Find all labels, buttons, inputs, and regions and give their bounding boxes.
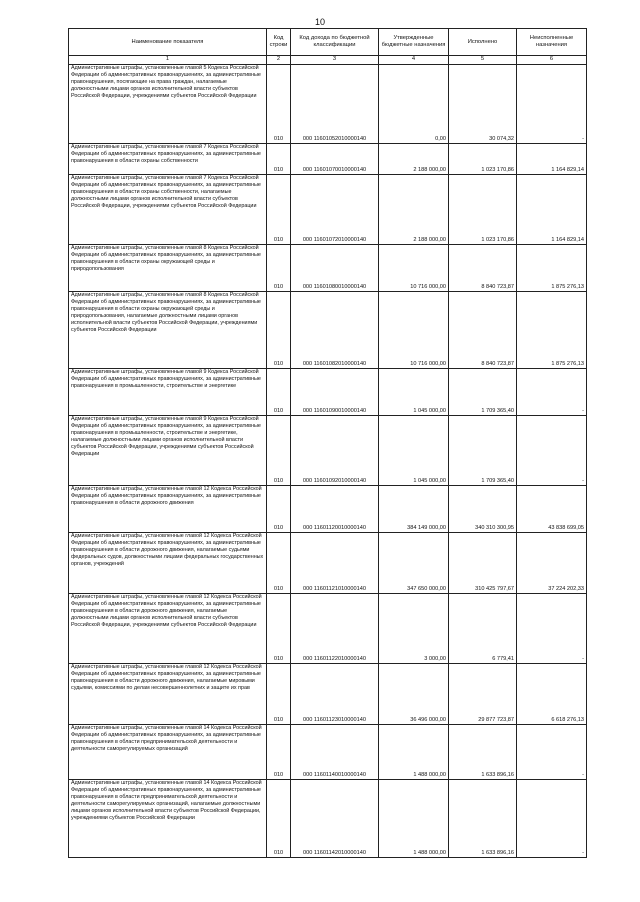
table-row xyxy=(69,416,587,486)
header-budget-classification-code: Код дохода по бюджетной классификации xyxy=(291,29,379,56)
line-code-cell: 010 xyxy=(267,369,291,416)
indicator-name-cell: Административные штрафы, установленные главой 12 Кодекса Российской Федерации об административных правонарушениях, за административные правонарушения в области дорожного движения, налагаемые судьями федеральных судов, должностными лицами федеральных государственных органов, учреждений xyxy=(69,533,267,594)
budget-classification-code-cell: 000 11601120010000140 xyxy=(291,486,379,533)
header-indicator-name: Наименование показателя xyxy=(69,29,267,56)
executed-amount-cell: 1 023 170,86 xyxy=(449,144,517,175)
line-code-cell: 010 xyxy=(267,486,291,533)
unexecuted-amount-cell: 1 164 829,14 xyxy=(517,175,587,245)
indicator-name-cell: Административные штрафы, установленные главой 8 Кодекса Российской Федерации об административных правонарушениях, за административные правонарушения в области охраны окружающей среды и природопользования xyxy=(69,245,267,292)
budget-classification-code-cell: 000 11601090010000140 xyxy=(291,369,379,416)
executed-amount-cell: 8 840 723,87 xyxy=(449,245,517,292)
executed-amount-cell: 29 877 723,87 xyxy=(449,664,517,725)
table-row xyxy=(69,664,587,725)
budget-classification-code-cell: 000 11601080010000140 xyxy=(291,245,379,292)
executed-amount-cell: 340 310 300,95 xyxy=(449,486,517,533)
header-approved-appropriations: Утвержденные бюджетные назначения xyxy=(379,29,449,56)
line-code-cell: 010 xyxy=(267,245,291,292)
budget-classification-code-cell: 000 11601092010000140 xyxy=(291,416,379,486)
unexecuted-amount-cell: 1 875 276,13 xyxy=(517,245,587,292)
column-number: 5 xyxy=(449,56,517,65)
line-code-cell: 010 xyxy=(267,292,291,369)
unexecuted-amount-cell: 1 875 276,13 xyxy=(517,292,587,369)
table-row xyxy=(69,65,587,144)
executed-amount-cell: 310 425 797,67 xyxy=(449,533,517,594)
indicator-name-cell: Административные штрафы, установленные главой 7 Кодекса Российской Федерации об административных правонарушениях, за административные правонарушения в области охраны собственности, налагаемые должностными лицами органов исполнительной власти субъектов Российской Федерации, учреждениями субъектов Российской Федерации xyxy=(69,175,267,245)
approved-amount-cell: 1 488 000,00 xyxy=(379,725,449,780)
executed-amount-cell: 1 023 170,86 xyxy=(449,175,517,245)
column-number: 2 xyxy=(267,56,291,65)
executed-amount-cell: 1 633 896,16 xyxy=(449,725,517,780)
table-header-row xyxy=(69,29,587,56)
indicator-name-cell: Административные штрафы, установленные главой 12 Кодекса Российской Федерации об административных правонарушениях, за административные правонарушения в области дорожного движения xyxy=(69,486,267,533)
line-code-cell: 010 xyxy=(267,416,291,486)
approved-amount-cell: 2 188 000,00 xyxy=(379,175,449,245)
indicator-name-cell: Административные штрафы, установленные главой 14 Кодекса Российской Федерации об административных правонарушениях, за административные правонарушения в области предпринимательской деятельности и деятельности саморегулируемых организаций xyxy=(69,725,267,780)
table-row xyxy=(69,533,587,594)
line-code-cell: 010 xyxy=(267,780,291,858)
column-number: 4 xyxy=(379,56,449,65)
table-row xyxy=(69,144,587,175)
executed-amount-cell: 1 633 896,16 xyxy=(449,780,517,858)
table-row xyxy=(69,245,587,292)
table-row xyxy=(69,175,587,245)
unexecuted-amount-cell: - xyxy=(517,416,587,486)
line-code-cell: 010 xyxy=(267,664,291,725)
line-code-cell: 010 xyxy=(267,725,291,780)
indicator-name-cell: Административные штрафы, установленные главой 12 Кодекса Российской Федерации об административных правонарушениях, за административные правонарушения в области дорожного движения, налагаемые мировыми судьями, комиссиями по делам несовершеннолетних и защите их прав xyxy=(69,664,267,725)
column-number: 3 xyxy=(291,56,379,65)
unexecuted-amount-cell: - xyxy=(517,780,587,858)
executed-amount-cell: 8 840 723,87 xyxy=(449,292,517,369)
table-row xyxy=(69,369,587,416)
executed-amount-cell: 1 709 365,40 xyxy=(449,369,517,416)
approved-amount-cell: 347 650 000,00 xyxy=(379,533,449,594)
line-code-cell: 010 xyxy=(267,533,291,594)
column-number-row xyxy=(69,56,587,65)
budget-classification-code-cell: 000 11601122010000140 xyxy=(291,594,379,664)
budget-classification-code-cell: 000 11601121010000140 xyxy=(291,533,379,594)
budget-classification-code-cell: 000 11601052010000140 xyxy=(291,65,379,144)
unexecuted-amount-cell: 6 618 276,13 xyxy=(517,664,587,725)
column-number: 6 xyxy=(517,56,587,65)
executed-amount-cell: 1 709 365,40 xyxy=(449,416,517,486)
indicator-name-cell: Административные штрафы, установленные главой 8 Кодекса Российской Федерации об административных правонарушениях, за административные правонарушения в области охраны окружающей среды и природопользования, налагаемые должностными лицами органов исполнительной власти субъектов Российской Федерации, учреждениями субъектов Российской Федерации xyxy=(69,292,267,369)
table-row xyxy=(69,292,587,369)
budget-report-table xyxy=(68,28,587,858)
unexecuted-amount-cell: - xyxy=(517,65,587,144)
indicator-name-cell: Административные штрафы, установленные главой 14 Кодекса Российской Федерации об административных правонарушениях, за административные правонарушения в области предпринимательской деятельности и деятельности саморегулируемых организаций, налагаемые должностными лицами органов исполнительной власти субъектов Российской Федерации, учреждениями субъектов Российской Федерации xyxy=(69,780,267,858)
table-row xyxy=(69,780,587,858)
budget-classification-code-cell: 000 11601072010000140 xyxy=(291,175,379,245)
table-row xyxy=(69,725,587,780)
line-code-cell: 010 xyxy=(267,175,291,245)
budget-classification-code-cell: 000 11601123010000140 xyxy=(291,664,379,725)
column-number: 1 xyxy=(69,56,267,65)
approved-amount-cell: 10 716 000,00 xyxy=(379,292,449,369)
unexecuted-amount-cell: - xyxy=(517,594,587,664)
approved-amount-cell: 384 149 000,00 xyxy=(379,486,449,533)
indicator-name-cell: Административные штрафы, установленные главой 7 Кодекса Российской Федерации об административных правонарушениях, за административные правонарушения в области охраны собственности xyxy=(69,144,267,175)
indicator-name-cell: Административные штрафы, установленные главой 5 Кодекса Российской Федерации об административных правонарушениях, за административные правонарушения, посягающие на права граждан, налагаемые должностными лицами органов исполнительной власти субъектов Российской Федерации, учреждениями субъектов Российской Федерации xyxy=(69,65,267,144)
approved-amount-cell: 36 496 000,00 xyxy=(379,664,449,725)
unexecuted-amount-cell: 43 838 699,05 xyxy=(517,486,587,533)
approved-amount-cell: 1 045 000,00 xyxy=(379,416,449,486)
unexecuted-amount-cell: - xyxy=(517,369,587,416)
executed-amount-cell: 30 074,32 xyxy=(449,65,517,144)
header-line-code: Код строки xyxy=(267,29,291,56)
approved-amount-cell: 10 716 000,00 xyxy=(379,245,449,292)
indicator-name-cell: Административные штрафы, установленные главой 12 Кодекса Российской Федерации об административных правонарушениях, за административные правонарушения в области дорожного движения, налагаемые должностными лицами органов исполнительной власти субъектов Российской Федерации, учреждениями субъектов Российской Федерации xyxy=(69,594,267,664)
budget-classification-code-cell: 000 11601082010000140 xyxy=(291,292,379,369)
approved-amount-cell: 1 045 000,00 xyxy=(379,369,449,416)
line-code-cell: 010 xyxy=(267,65,291,144)
budget-classification-code-cell: 000 11601070010000140 xyxy=(291,144,379,175)
unexecuted-amount-cell: 37 224 202,33 xyxy=(517,533,587,594)
table-body xyxy=(69,65,587,858)
line-code-cell: 010 xyxy=(267,144,291,175)
page-number: 10 xyxy=(314,17,325,27)
header-unexecuted-appropriations: Неисполненные назначения xyxy=(517,29,587,56)
header-executed: Исполнено xyxy=(449,29,517,56)
approved-amount-cell: 3 000,00 xyxy=(379,594,449,664)
approved-amount-cell: 0,00 xyxy=(379,65,449,144)
budget-classification-code-cell: 000 11601142010000140 xyxy=(291,780,379,858)
unexecuted-amount-cell: 1 164 829,14 xyxy=(517,144,587,175)
unexecuted-amount-cell: - xyxy=(517,725,587,780)
table-row xyxy=(69,486,587,533)
budget-classification-code-cell: 000 11601140010000140 xyxy=(291,725,379,780)
executed-amount-cell: 6 779,41 xyxy=(449,594,517,664)
indicator-name-cell: Административные штрафы, установленные главой 9 Кодекса Российской Федерации об административных правонарушениях, за административные правонарушения в промышленности, строительстве и энергетике, налагаемые должностными лицами органов исполнительной власти субъектов Российской Федерации, учреждениями субъектов Российской Федерации xyxy=(69,416,267,486)
table-row xyxy=(69,594,587,664)
indicator-name-cell: Административные штрафы, установленные главой 9 Кодекса Российской Федерации об административных правонарушениях, за административные правонарушения в промышленности, строительстве и энергетике xyxy=(69,369,267,416)
approved-amount-cell: 2 188 000,00 xyxy=(379,144,449,175)
line-code-cell: 010 xyxy=(267,594,291,664)
approved-amount-cell: 1 488 000,00 xyxy=(379,780,449,858)
